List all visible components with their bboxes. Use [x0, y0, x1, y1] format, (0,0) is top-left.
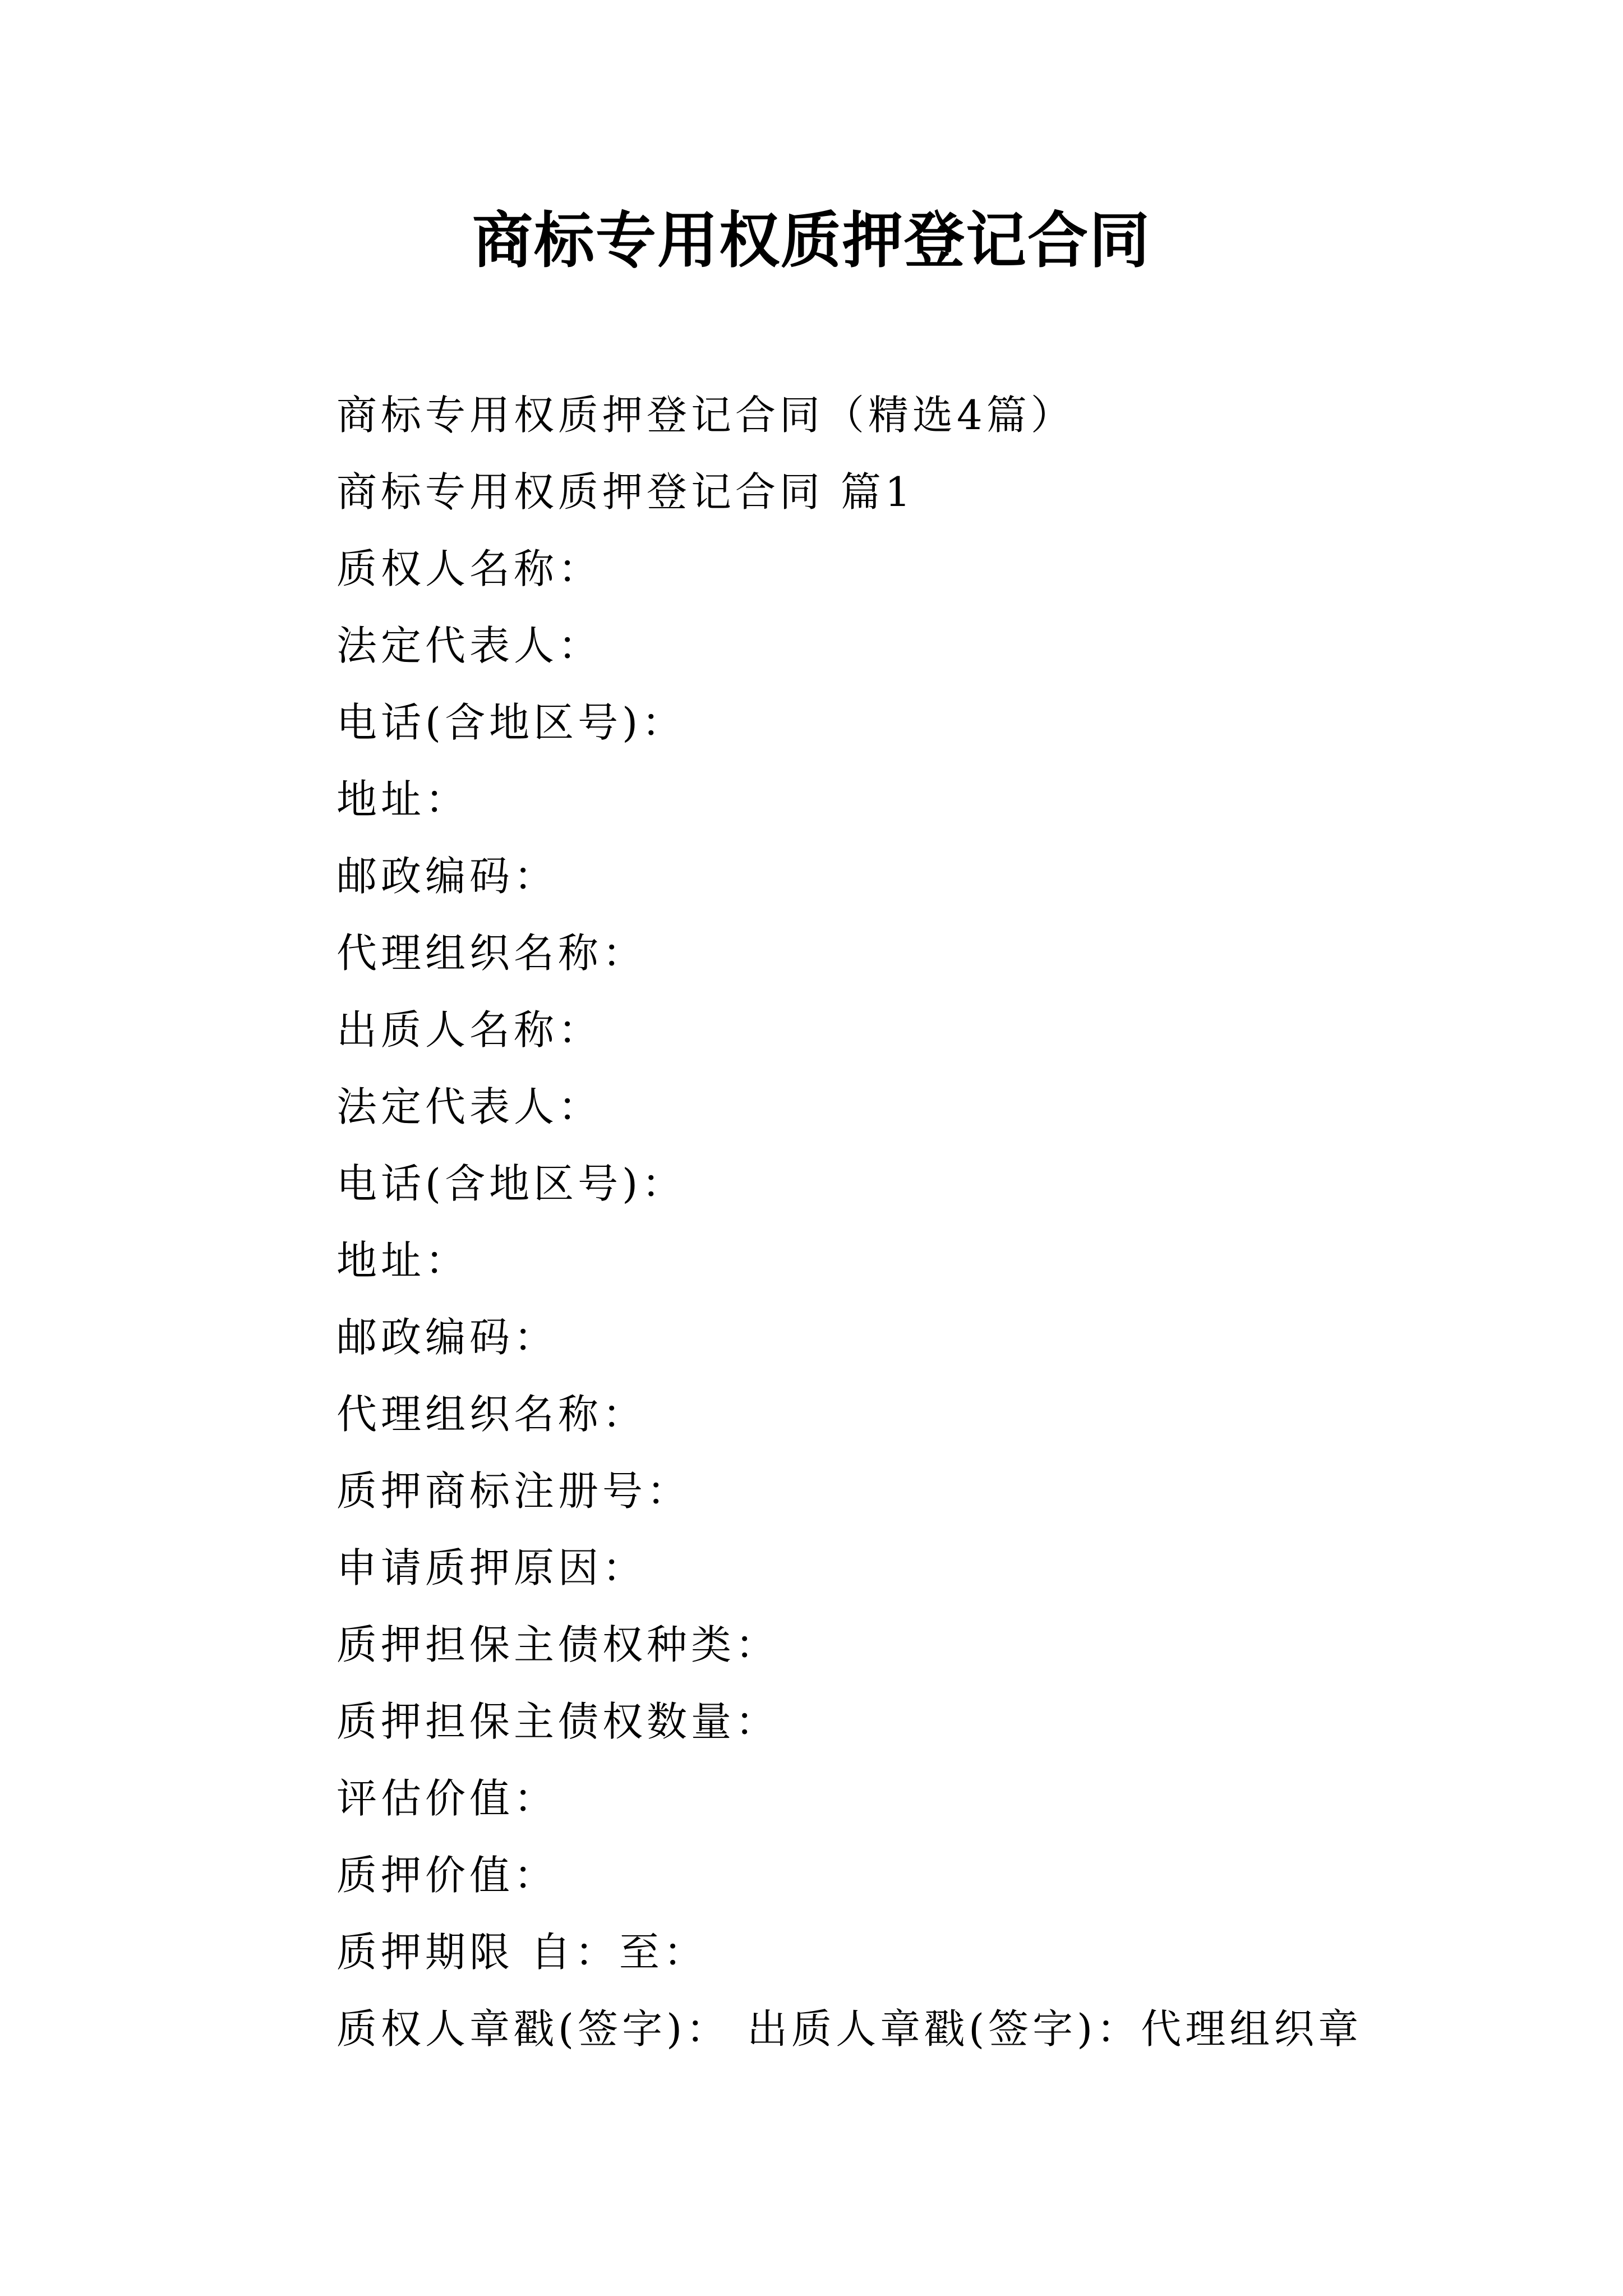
field-pledgor-agent: 代理组织名称： — [336, 1391, 647, 1438]
document-title: 商标专用权质押登记合同 — [472, 206, 1151, 276]
field-pledgee-postcode: 邮政编码： — [336, 853, 559, 900]
document-body — [336, 377, 1458, 2068]
field-pledge-reason: 申请质押原因： — [336, 1544, 647, 1591]
field-pledgor-phone: 电话(含地区号)： — [336, 1160, 686, 1207]
field-signatures: 质权人章戳(签字)： 出质人章戳(签字)：代理组织章 — [336, 2005, 1363, 2053]
doc-subtitle-line: 商标专用权质押登记合同（精选4篇） — [336, 392, 1075, 439]
field-appraised-value: 评估价值： — [336, 1775, 559, 1822]
field-pledgee-agent: 代理组织名称： — [336, 930, 647, 977]
field-pledgee-address: 地址： — [336, 776, 470, 823]
field-pledgee-phone: 电话(含地区号)： — [336, 699, 686, 746]
field-pledge-value: 质押价值： — [336, 1852, 559, 1899]
field-pledgor-legal-rep: 法定代表人： — [336, 1083, 603, 1130]
doc-section-heading: 商标专用权质押登记合同 篇1 — [336, 468, 915, 516]
field-pledgee-name: 质权人名称： — [336, 545, 603, 592]
field-pledge-term: 质押期限 自：至： — [336, 1929, 708, 1976]
field-pledgor-name: 出质人名称： — [336, 1006, 603, 1053]
field-pledgee-legal-rep: 法定代表人： — [336, 622, 603, 669]
field-claim-amount: 质押担保主债权数量： — [336, 1698, 780, 1745]
field-pledgor-postcode: 邮政编码： — [336, 1314, 559, 1361]
field-trademark-reg-no: 质押商标注册号： — [336, 1467, 691, 1515]
field-pledgor-address: 地址： — [336, 1237, 470, 1284]
field-claim-type: 质押担保主债权种类： — [336, 1621, 780, 1668]
